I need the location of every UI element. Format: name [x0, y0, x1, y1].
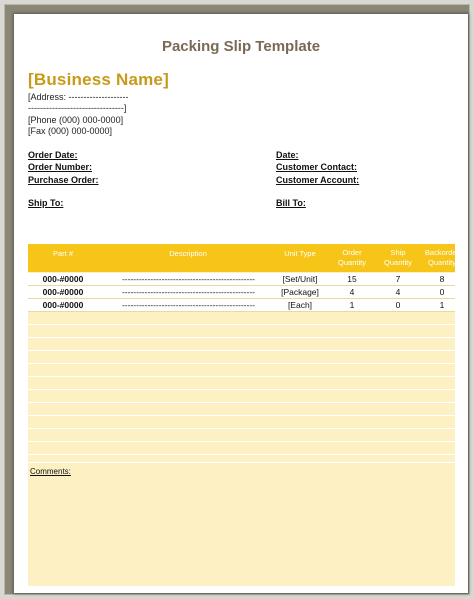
order-number-label: Order Number:	[28, 162, 93, 172]
ship-qty: 0	[395, 300, 401, 310]
header-description: Description	[169, 249, 207, 258]
empty-table-row	[28, 312, 455, 325]
document-frame	[4, 4, 470, 595]
table-row	[28, 273, 455, 286]
empty-table-row	[28, 416, 455, 429]
unit-type: [Set/Unit]	[282, 274, 318, 284]
date-label: Date:	[276, 150, 299, 160]
comments-label: Comments:	[30, 467, 71, 476]
part-number: 000-#0000	[42, 287, 84, 297]
empty-table-row	[28, 338, 455, 351]
empty-table-row	[28, 325, 455, 338]
empty-table-row	[28, 351, 455, 364]
empty-table-row	[28, 429, 455, 442]
page-title: Packing Slip Template	[161, 38, 321, 55]
header-ship-qty-line2: Quantity	[384, 258, 412, 267]
items-table	[28, 244, 460, 585]
purchase-order-label: Purchase Order:	[28, 175, 99, 185]
order-qty: 1	[349, 300, 355, 310]
bill-to-label: Bill To:	[276, 198, 306, 208]
unit-type: [Each]	[287, 300, 313, 310]
comments-section	[28, 462, 455, 586]
part-number: 000-#0000	[42, 274, 84, 284]
header-backorder-qty	[416, 248, 468, 268]
header-order-qty	[328, 248, 376, 268]
fax-line: [Fax (000) 000-0000]	[28, 126, 113, 136]
ship-qty: 7	[395, 274, 401, 284]
unit-type: [Package]	[281, 287, 319, 297]
packing-slip-page	[14, 14, 468, 593]
item-description: -----------------------------------------------	[121, 287, 256, 297]
header-order-qty-line2: Quantity	[338, 258, 366, 267]
header-unit-type: Unit Type	[284, 249, 316, 258]
item-description: -----------------------------------------------	[121, 300, 256, 310]
header-backorder-qty-line2: Quantity	[428, 258, 456, 267]
empty-table-row	[28, 364, 455, 377]
ship-to-label: Ship To:	[28, 198, 64, 208]
order-qty: 4	[349, 287, 355, 297]
backorder-qty: 8	[439, 274, 445, 284]
header-order-qty-line1: Order	[342, 248, 362, 257]
header-backorder-qty-line1: Backorder	[424, 248, 460, 257]
business-name: [Business Name]	[28, 70, 169, 89]
customer-account-label: Customer Account:	[276, 175, 360, 185]
item-description: -----------------------------------------------	[121, 274, 256, 284]
address-line-1: [Address: --------------------	[28, 92, 129, 102]
table-header	[28, 244, 460, 272]
backorder-qty: 1	[439, 300, 445, 310]
empty-table-row	[28, 403, 455, 416]
header-ship-qty	[374, 248, 422, 268]
order-qty: 15	[347, 274, 357, 284]
empty-table-row	[28, 390, 455, 403]
header-part: Part #	[52, 249, 73, 258]
empty-table-row	[28, 377, 455, 390]
address-line-2: --------------------------------]	[28, 103, 127, 113]
customer-contact-label: Customer Contact:	[276, 162, 358, 172]
table-row	[28, 299, 455, 312]
ship-qty: 4	[395, 287, 401, 297]
empty-table-row	[28, 442, 455, 455]
phone-line: [Phone (000) 000-0000]	[28, 115, 124, 125]
backorder-qty: 0	[439, 287, 445, 297]
table-row	[28, 286, 455, 299]
order-date-label: Order Date:	[28, 150, 78, 160]
header-ship-qty-line1: Ship	[390, 248, 406, 257]
part-number: 000-#0000	[42, 300, 84, 310]
